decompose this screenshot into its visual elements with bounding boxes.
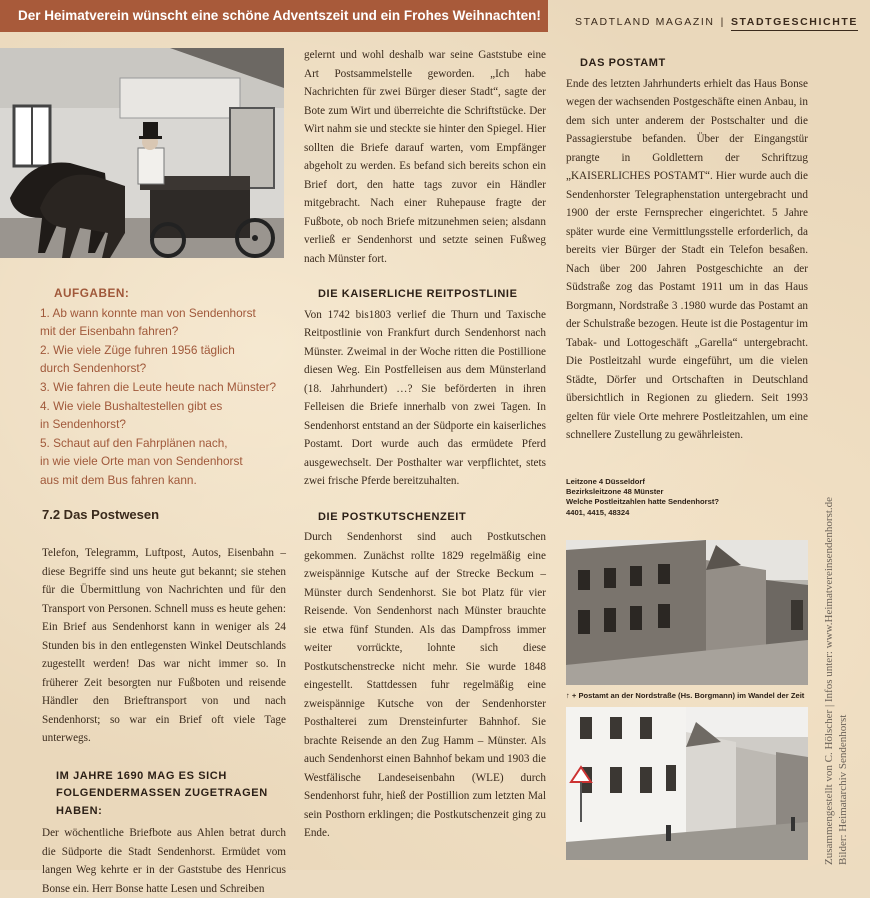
column-3: [566, 55, 808, 445]
masthead: [575, 16, 858, 28]
postcode-line: Leitzone 4 Düsseldorf: [566, 477, 645, 486]
postcode-line: 4401, 4415, 48324: [566, 507, 630, 517]
heading-postamt: DAS POSTAMT: [580, 57, 666, 69]
credit-line-compiler: Zusammengestellt von C. Hölscher | Infos unter: www.Heimatvereinsendenhorst.de: [823, 496, 835, 865]
task-item: 1. Ab wann konnte man von Sendenhorst mit der Eisenbahn fahren?: [40, 305, 256, 339]
story-continued-paragraph: gelernt und wohl deshalb war seine Gaststube eine Art Postsammelstelle geworden. „Ich habe Nachrichten für zwei Bürger dieser Stadt“, sagte der Bote zum Wirt und überreichte die Schriftstücke. Der Wirt nahm sie und steckte sie hinter den Spiegel. Hier sollten die Briefe darauf warten, vom Empfänger abgeholt zu werden. Es befand sich bereits schon ein Brief dort, den hatte tags zuvor ein Händler mitgebracht. Nach einer Ruhepause fragte der Fußbote, ob noch Briefe mitzunehmen seien; alsdann verließ er Sendenhorst und setzte seinen Fußweg nach Münster fort.: [304, 49, 546, 265]
heading-1690: IM JAHRE 1690 MAG ES SICH FOLGENDERMASSEN ZUGETRAGEN HABEN:: [56, 769, 268, 817]
credits: [822, 445, 850, 865]
heading-postkutschenzeit: DIE POSTKUTSCHENZEIT: [318, 510, 467, 523]
post-coach-photo: [0, 48, 284, 258]
masthead-separator: |: [720, 16, 725, 28]
section-name: STADTGESCHICHTE: [731, 16, 858, 31]
task-item: 4. Wie viele Bushaltestellen gibt es in Sendenhorst?: [40, 398, 223, 432]
reitpost-paragraph: Von 1742 bis1803 verlief die Thurn und Taxische Reitpostlinie von Frankfurt durch Sendenhorst nach Münster. Zweimal in der Woche ritten die Postillione diesen Weg. Ein Postfelleisen aus dem Münsterland (18. Jahrhundert) …? Sie beförderten in ihren Felleisen die Briefe innerhalb von zwei Tagen. In Sendenhorst entstand an der Südporte ein kaiserliches Postamt. Dort wurde auch das ermüdete Pferd ausgewechselt. Der Posthalter war verpflichtet, stets zwei frische Pferde bereitzuhalten.: [304, 308, 546, 487]
tasks-list: [40, 304, 280, 490]
column-1: [42, 544, 286, 898]
magazine-name: STADTLAND MAGAZIN: [575, 16, 715, 28]
heading-reitpostlinie: DIE KAISERLICHE REITPOSTLINIE: [318, 288, 518, 300]
postkutsche-paragraph: Durch Sendenhorst sind auch Postkutschen gekommen. Zunächst rollte 1829 regelmäßig eine zweispännige Kutsche auf der Strecke Beckum – Münster durch Sendenhorst. Sie bot Platz für vier Reisende. Von Sendenhorst nach Münster brauchte sie etwa fünf Stunden. Als das Dampfross immer weiter vorrückte, lohnte sich diese Postkutschenstrecke nicht mehr. Sie wurde 1848 eingestellt. Stattdessen fuhr regelmäßig eine zweispännige Kutsche von der Sendenhorster Posthalterei zum Drensteinfurter Bahnhof. Sie brachte Reisende an den Zug Hamm – Münster. Als auch Sendenhorst einen Bahnhof bekam und 1903 die Westfälische Landeseisenbahn (WLE) durch Sendenhorst fuhr, hieß der Postillion zum letzten Mal sein Posthorn erklingen; die Postkutschenzeit ging zu Ende.: [304, 531, 546, 839]
tasks-heading: AUFGABEN:: [54, 286, 130, 300]
story-paragraph: Der wöchentliche Briefbote aus Ahlen betrat durch die Südporte die Stadt Sendenhorst. Ermüdet vom langen Weg kehrte er in der Gaststube des Henricus Bonse ein. Herr Bonse hatte Lesen und Schreiben: [42, 827, 286, 895]
photo-caption: ↑ + Postamt an der Nordstraße (Hs. Borgmann) im Wandel der Zeit: [566, 691, 805, 700]
postamt-paragraph: Ende des letzten Jahrhunderts erhielt das Haus Bonse wegen der wachsenden Postgeschäfte einen Anbau, in dem sich unter anderem der Postschalter und die Passagierstube befanden. Über der Eingangstür prangte in Goldlettern der Schriftzug „KAISERLICHES POSTAMT“. Hier wurde auch die Sendenhorster Telegraphenstation untergebracht und 1900 der erste Fernsprecher eingerichtet. 5 Jahre später wurde eine Vermittlungsstelle erforderlich, da bereits vier Bürger der Stadt ein Telefon besaßen. Nach über 200 Jahren Postgeschichte an der Südstraße zog das Postamt 1911 um in das Haus Borgmann, Nordstraße 3 .1980 wurde das Postamt an der Schulstraße bezogen. Heute ist die Postagentur im Tabak- und Lottogeschäft „Garella“ untergebracht. Die Postleitzahl wurde eingeführt, um die vielen Städte, Dörfer und Ortschaften in Deutschland übersichtlich in Regionen zu gliedern. Seit 1993 gelten für viele Orte mehrere Postleitzahlen, um eine schnellere Zustellung zu gewährleisten.: [566, 77, 808, 441]
christmas-banner: Der Heimatverein wünscht eine schöne Adventszeit und ein Frohes Weihnachten!: [0, 0, 548, 32]
column-2: [304, 46, 546, 843]
tasks-box: [40, 284, 280, 490]
nordstrasse-modern-photo: [566, 707, 808, 860]
task-item: 3. Wie fahren die Leute heute nach Münster?: [40, 379, 277, 394]
task-item: 5. Schaut auf den Fahrplänen nach, in wie viele Orte man von Sendenhorst aus mit dem Bus fahren kann.: [40, 435, 243, 487]
section-title: 7.2 Das Postwesen: [42, 507, 160, 522]
postcode-line: Bezirksleitzone 48 Münster: [566, 487, 664, 497]
credit-line-images: Bilder: Heimatarchiv Sendenhorst: [837, 714, 849, 865]
postcode-line: Welche Postleitzahlen hatte Sendenhorst?: [566, 497, 720, 507]
intro-paragraph: Telefon, Telegramm, Luftpost, Autos, Eisenbahn – diese Begriffe sind uns heute gut bekannt; sie stehen für die Übermittlung von Nachrichten und für den Transport von Personen. Schnell muss es heute gehen: Ein Brief aus Sendenhorst kann in weniger als 24 Stunden bis in den entlegensten Winkel Deutschlands zugestellt werden! Das war nicht immer so. In früherer Zeit besorgten nur Fußboten und reisende Händler den Brieftransport von und nach Sendenhorst; so war ein Brief oft viele Tage unterwegs.: [42, 547, 286, 744]
task-item: 2. Wie viele Züge fuhren 1956 täglich durch Sendenhorst?: [40, 342, 235, 376]
postcode-info: [566, 477, 806, 518]
nordstrasse-old-photo: [566, 540, 808, 685]
